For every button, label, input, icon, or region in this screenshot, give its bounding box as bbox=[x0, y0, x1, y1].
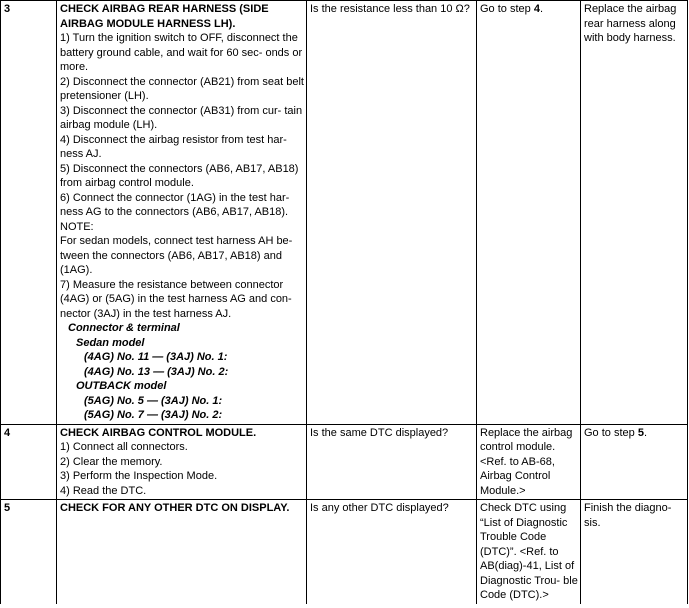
no-cell: Go to step 5. bbox=[581, 424, 688, 500]
spec-terminal: (5AG) No. 5 — (3AJ) No. 1: bbox=[84, 394, 223, 407]
procedure-line: 3) Perform the Inspection Mode. bbox=[60, 470, 218, 482]
yes-cell: Replace the airbag control module. <Ref. to AB-68, Airbag Control Module.> bbox=[477, 424, 581, 500]
procedure-line: 6) Connect the connector (1AG) in the test har- ness AG to the connectors (AB6, AB17, AB18). bbox=[60, 191, 290, 218]
note-text: For sedan models, connect test harness AH be- tween the connectors (AB6, AB17, AB18) and (1AG). bbox=[60, 235, 293, 276]
procedure-line: 1) Connect all connectors. bbox=[60, 441, 188, 453]
check-cell bbox=[57, 424, 307, 500]
procedure-line: 4) Disconnect the airbag resistor from test har- ness AJ. bbox=[60, 133, 287, 160]
procedure-line: 5) Disconnect the connectors (AB6, AB17, AB18) from airbag control module. bbox=[60, 162, 299, 189]
check-title: CHECK AIRBAG REAR HARNESS (SIDE AIRBAG MODULE HARNESS LH). bbox=[60, 3, 269, 30]
spec-terminal: (4AG) No. 11 — (3AJ) No. 1: bbox=[84, 351, 228, 363]
step-number: 4 bbox=[1, 424, 57, 500]
procedure-line: 7) Measure the resistance between connector (4AG) or (5AG) in the test harness AG and con- nector (3AJ) in the test harness AJ. bbox=[60, 278, 292, 320]
step-number: 3 bbox=[1, 1, 57, 425]
procedure-line: 2) Clear the memory. bbox=[60, 455, 163, 468]
procedure-line: 3) Disconnect the connector (AB31) from cur- tain airbag module (LH). bbox=[60, 104, 303, 131]
step-number: 5 bbox=[1, 500, 57, 604]
question-cell: Is the same DTC displayed? bbox=[307, 424, 477, 500]
procedure-line: 2) Disconnect the connector (AB21) from seat belt pretensioner (LH). bbox=[60, 75, 304, 102]
spec-model-label: Sedan model bbox=[76, 336, 145, 349]
table-row bbox=[1, 500, 688, 604]
spec-terminal: (5AG) No. 7 — (3AJ) No. 2: bbox=[84, 409, 223, 421]
spec-heading: Connector & terminal bbox=[68, 322, 180, 334]
procedure-line: 1) Turn the ignition switch to OFF, disconnect the battery ground cable, and wait for 60 sec- onds or more. bbox=[60, 32, 303, 73]
yes-cell: Go to step 4. bbox=[477, 1, 581, 425]
no-cell: Finish the diagno- sis. bbox=[581, 500, 688, 604]
table-row bbox=[1, 1, 688, 425]
check-title: CHECK FOR ANY OTHER DTC ON DISPLAY. bbox=[60, 502, 290, 514]
note-label: NOTE: bbox=[60, 220, 94, 233]
check-cell bbox=[57, 500, 307, 604]
question-cell: Is any other DTC displayed? bbox=[307, 500, 477, 604]
check-cell bbox=[57, 1, 307, 425]
procedure-line: 4) Read the DTC. bbox=[60, 484, 147, 497]
table-row bbox=[1, 424, 688, 500]
spec-terminal: (4AG) No. 13 — (3AJ) No. 2: bbox=[84, 365, 229, 378]
check-title: CHECK AIRBAG CONTROL MODULE. bbox=[60, 426, 257, 439]
yes-cell: Check DTC using “List of Diagnostic Trouble Code (DTC)”. <Ref. to AB(diag)-41, List of Diagnostic Trou- ble Code (DTC).> bbox=[477, 500, 581, 604]
question-cell: Is the resistance less than 10 Ω? bbox=[307, 1, 477, 425]
spec-model-label: OUTBACK model bbox=[76, 380, 167, 392]
no-cell: Replace the airbag rear harness along with body harness. bbox=[581, 1, 688, 425]
